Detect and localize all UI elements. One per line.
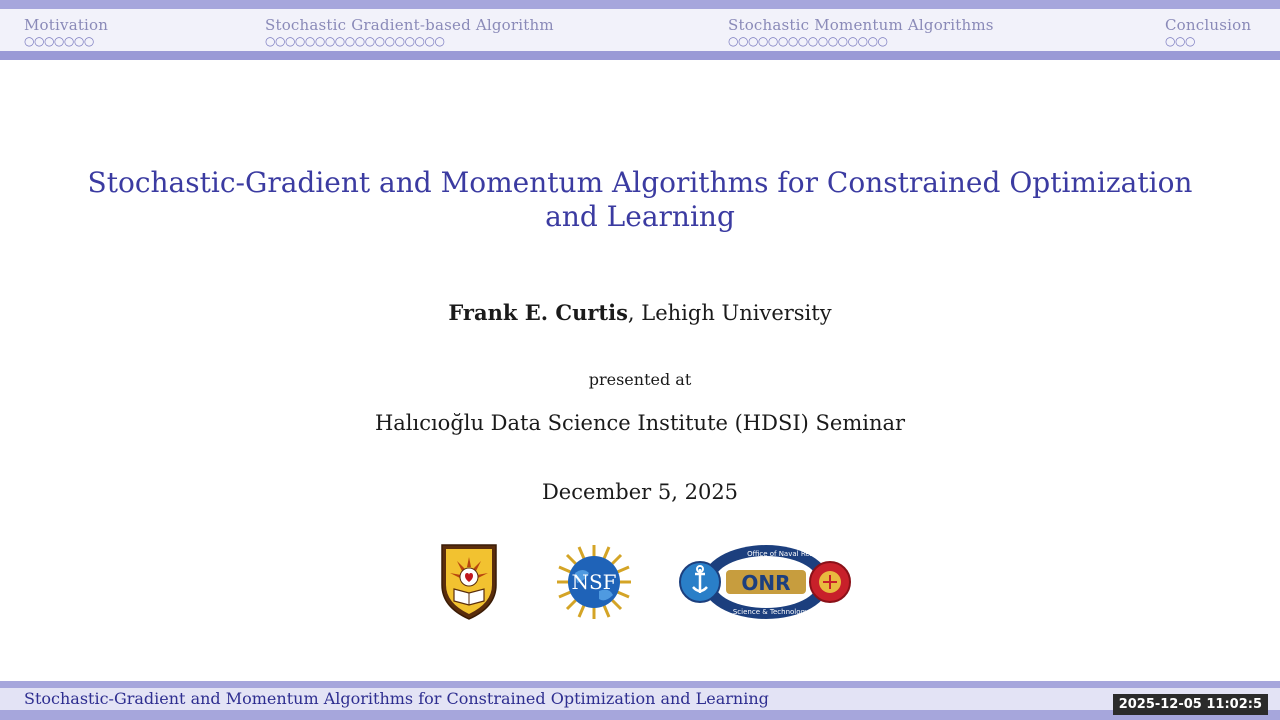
- onr-ring-text-bottom: Science & Technology: [732, 608, 810, 616]
- nav-frame-dots[interactable]: ○○○○○○○: [24, 34, 94, 48]
- footer-bottom-strip: [0, 710, 1280, 720]
- top-divider-strip: [0, 51, 1280, 60]
- onr-ring-text-top: Office of Naval Research: [747, 550, 833, 558]
- footer-bar: [0, 688, 1280, 710]
- top-accent-strip: [0, 0, 1280, 9]
- footer-top-strip: [0, 681, 1280, 688]
- footer-presentation-title: Stochastic-Gradient and Momentum Algorithms for Constrained Optimization and Learning: [24, 689, 769, 708]
- onr-logo: [678, 543, 852, 621]
- nav-section-label: Stochastic Momentum Algorithms: [728, 16, 994, 34]
- nsf-logo: [555, 543, 633, 621]
- slide-title-line-2: and Learning: [545, 200, 735, 233]
- nav-section-stochastic-momentum[interactable]: [728, 16, 994, 47]
- slide-title: [60, 166, 1220, 234]
- recording-timestamp-overlay: 2025-12-05 11:02:5: [1113, 694, 1268, 715]
- venue-name: Halıcıoğlu Data Science Institute (HDSI) Seminar: [374, 411, 906, 435]
- nav-section-label: Stochastic Gradient-based Algorithm: [265, 16, 554, 34]
- section-navigation-bar: [0, 9, 1280, 51]
- nav-frame-dots[interactable]: ○○○○○○○○○○○○○○○○○○: [265, 34, 445, 48]
- lehigh-university-crest-logo: [440, 543, 498, 621]
- nav-section-label: Motivation: [24, 16, 109, 34]
- presented-at-label: presented at: [588, 370, 692, 389]
- author-affiliation: , Lehigh University: [627, 301, 832, 325]
- presentation-date: December 5, 2025: [541, 480, 739, 504]
- nav-frame-dots[interactable]: ○○○○○○○○○○○○○○○○: [728, 34, 888, 48]
- nav-frame-dots[interactable]: ○○○: [1165, 34, 1195, 48]
- nav-section-stochastic-gradient[interactable]: [265, 16, 554, 47]
- nsf-logo-text: NSF: [571, 570, 617, 594]
- author-name: Frank E. Curtis: [448, 300, 628, 325]
- nav-section-motivation[interactable]: [24, 16, 108, 47]
- onr-logo-text: ONR: [741, 571, 791, 595]
- nav-section-label: Conclusion: [1165, 16, 1252, 34]
- author-line: [0, 300, 1280, 325]
- nav-section-conclusion[interactable]: [1165, 16, 1251, 47]
- slide-title-line-1: Stochastic-Gradient and Momentum Algorithms for Constrained Optimization: [87, 166, 1193, 199]
